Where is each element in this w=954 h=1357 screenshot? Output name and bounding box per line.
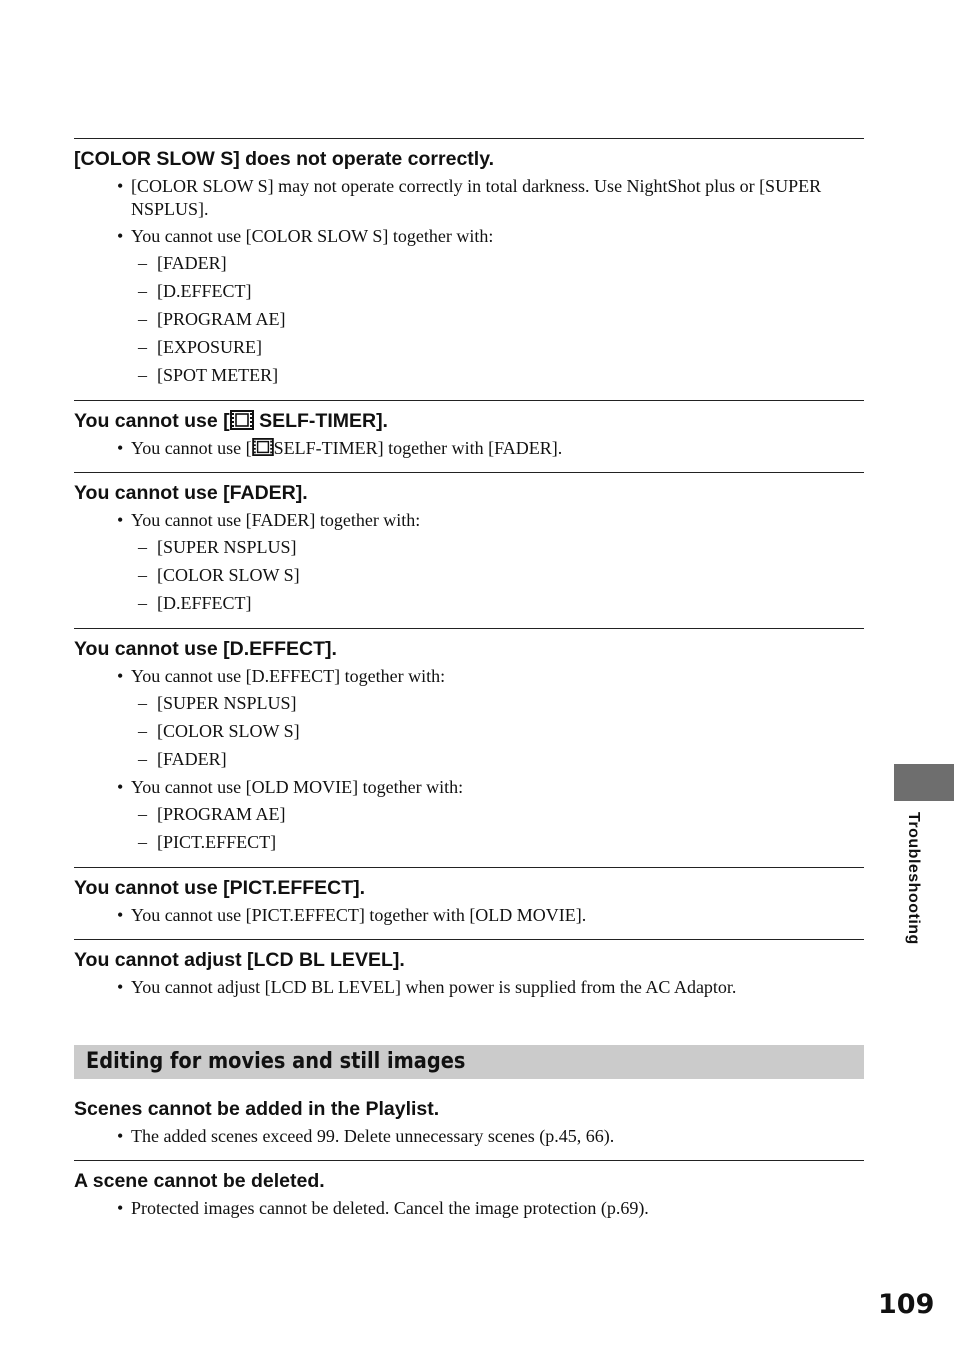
page-content (74, 138, 864, 1232)
sub-item: – [D.EFFECT] (74, 592, 864, 615)
section-fader (74, 472, 864, 628)
sub-item: – [PROGRAM AE] (74, 308, 864, 331)
bullet-item: • [COLOR SLOW S] may not operate correctly in total darkness. Use NightShot plus or [SUPER NSPLUS]. (74, 175, 864, 221)
section-title: A scene cannot be deleted. (74, 1170, 325, 1192)
section-self-timer (74, 400, 864, 472)
film-frame-icon (230, 410, 254, 430)
sub-item: – [COLOR SLOW S] (74, 564, 864, 587)
section-color-slow-s (74, 138, 864, 400)
sub-item: – [COLOR SLOW S] (74, 720, 864, 743)
bullet-item: • You cannot use [FADER] together with: (74, 509, 864, 532)
sub-item: – [PICT.EFFECT] (74, 831, 864, 854)
bullet-item: • Protected images cannot be deleted. Cancel the image protection (p.69). (74, 1197, 864, 1220)
bullet-pre: You cannot use [ (131, 438, 252, 458)
sub-item: – [SUPER NSPLUS] (74, 692, 864, 715)
page-number: 109 (878, 1289, 935, 1320)
section-title: [COLOR SLOW S] does not operate correctly. (74, 148, 495, 170)
section-title: You cannot use [D.EFFECT]. (74, 638, 337, 660)
chapter-tab-label: Troubleshooting (905, 812, 922, 945)
section-delete-scene (74, 1160, 864, 1232)
section-title-pre: You cannot use [ (74, 410, 230, 432)
section-title (74, 409, 864, 433)
sub-item: – [SPOT METER] (74, 364, 864, 387)
sub-item: – [SUPER NSPLUS] (74, 536, 864, 559)
section-title: Scenes cannot be added in the Playlist. (74, 1098, 440, 1120)
section-playlist (74, 1095, 864, 1160)
sub-item: – [EXPOSURE] (74, 336, 864, 359)
section-band-heading (74, 1045, 864, 1079)
section-title-post: SELF-TIMER]. (259, 410, 388, 432)
bullet-item: • You cannot use [D.EFFECT] together with: (74, 665, 864, 688)
section-title: You cannot use [FADER]. (74, 482, 308, 504)
sub-item: – [PROGRAM AE] (74, 803, 864, 826)
section-title: You cannot adjust [LCD BL LEVEL]. (74, 949, 405, 971)
section-lcd-bl-level (74, 939, 864, 1011)
bullet-post: SELF-TIMER] together with [FADER]. (273, 438, 563, 458)
bullet-item: • You cannot adjust [LCD BL LEVEL] when power is supplied from the AC Adaptor. (74, 976, 864, 999)
sub-item: – [FADER] (74, 748, 864, 771)
bullet-item: • You cannot use [PICT.EFFECT] together with [OLD MOVIE]. (74, 904, 864, 927)
bullet-item: • The added scenes exceed 99. Delete unnecessary scenes (p.45, 66). (74, 1125, 864, 1148)
section-d-effect (74, 628, 864, 867)
band-heading-text: Editing for movies and still images (86, 1049, 466, 1074)
sub-item: – [FADER] (74, 252, 864, 275)
section-pict-effect (74, 867, 864, 939)
film-frame-icon (252, 438, 274, 456)
bullet-item: • You cannot use [OLD MOVIE] together with: (74, 776, 864, 799)
section-title: You cannot use [PICT.EFFECT]. (74, 877, 366, 899)
chapter-tab-marker (894, 764, 954, 801)
bullet-item (74, 437, 864, 460)
sub-item: – [D.EFFECT] (74, 280, 864, 303)
bullet-item: • You cannot use [COLOR SLOW S] together with: (74, 225, 864, 248)
